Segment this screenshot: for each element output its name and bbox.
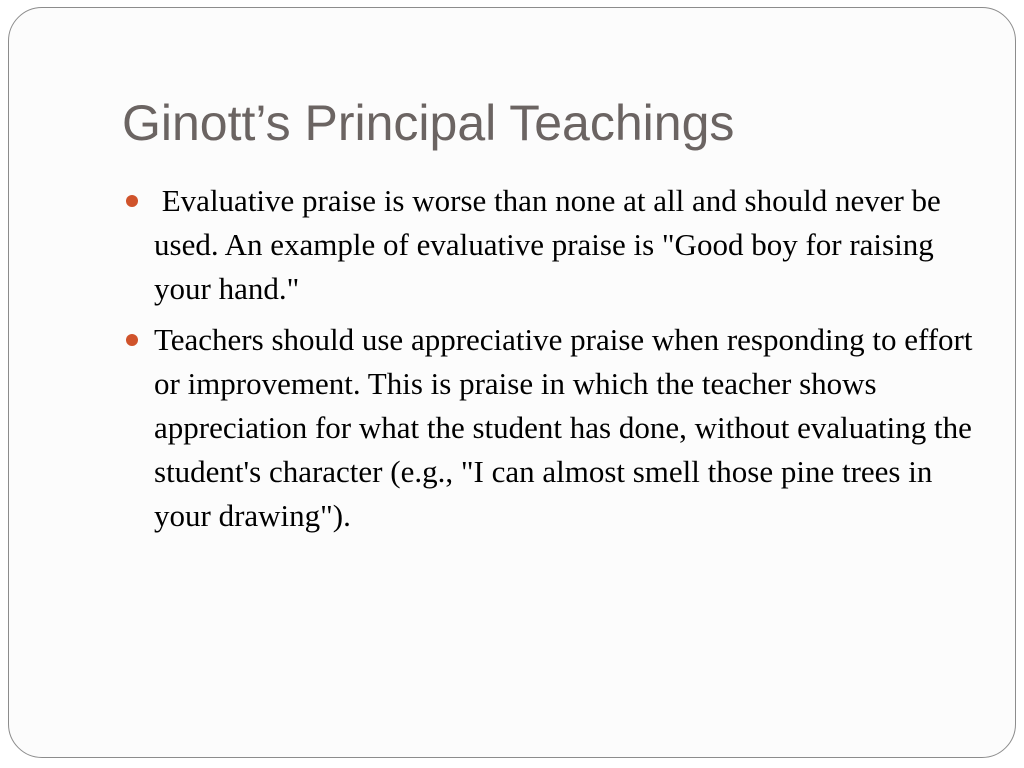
slide-frame <box>8 7 1016 758</box>
slide-title: Ginott’s Principal Teachings <box>122 95 735 151</box>
list-item <box>154 318 984 538</box>
bullet-point-icon <box>126 334 138 346</box>
list-item <box>154 179 984 311</box>
bullet-text: Evaluative praise is worse than none at all and should never be used. An example of evaluative praise is "Good boy for raising your hand." <box>154 183 949 306</box>
bullet-point-icon <box>126 195 138 207</box>
bullet-text: Teachers should use appreciative praise when responding to effort or improvement. This is praise in which the teacher shows appreciation for what the student has done, without evaluating the student's character (e.g., "I can almost smell those pine trees in your drawing"). <box>154 322 981 533</box>
bullet-list <box>154 179 984 545</box>
